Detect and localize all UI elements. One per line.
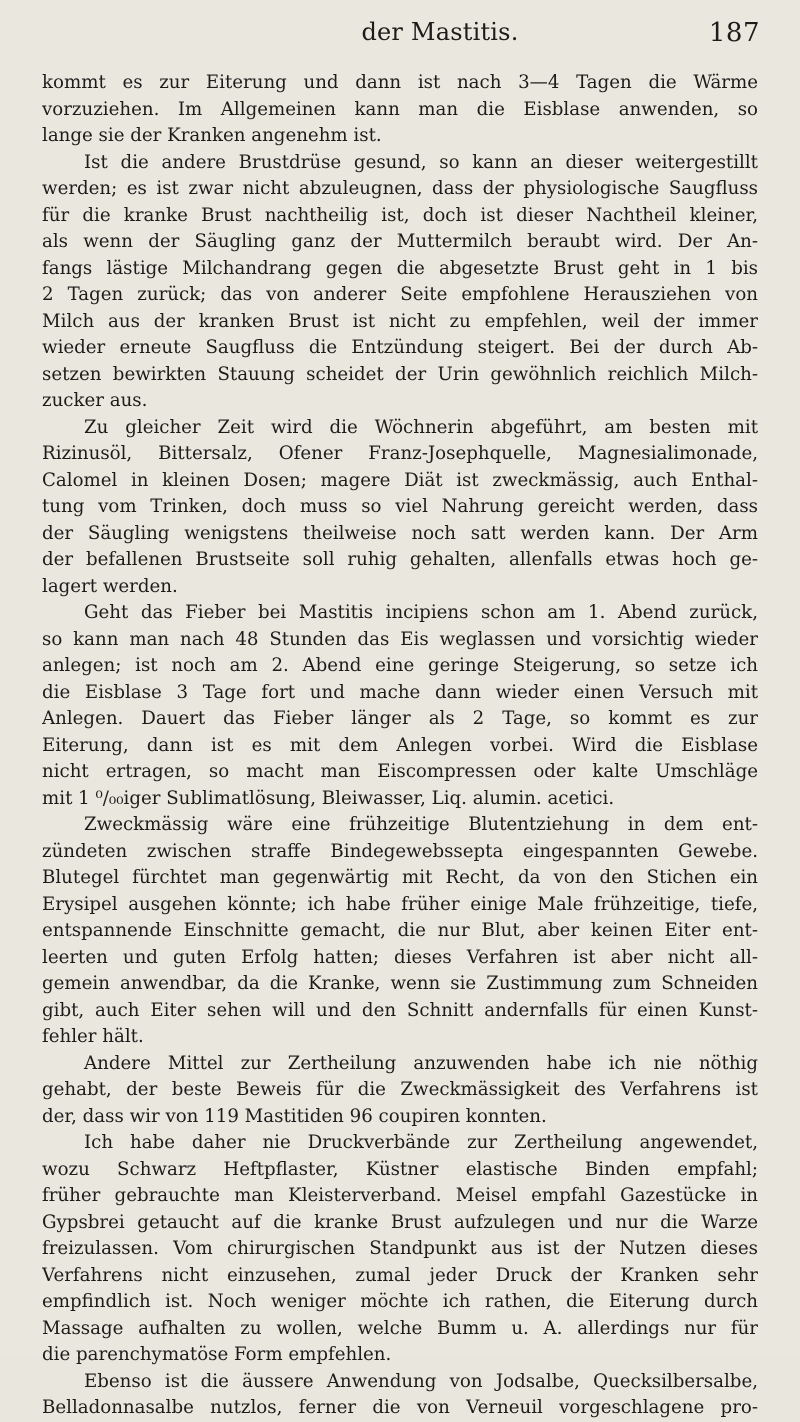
text-line: Zweckmässig wäre eine frühzeitige Blutentziehung in dem ent- [84,814,758,835]
text-line: gibt, auch Eiter sehen will und den Schnitt andernfalls für einen Kunst- [42,999,758,1021]
text-line: Blutegel fürchtet man gegenwärtig mit Recht, da von den Stichen ein [42,867,758,888]
text-line: leerten und guten Erfolg hatten; dieses Verfahren ist aber nicht all- [42,946,758,968]
text-line: nicht ertragen, so macht man Eiscompressen oder kalte Umschläge [42,761,758,782]
text-line: für die kranke Brust nachtheilig ist, doch ist dieser Nachtheil kleiner, [42,204,758,226]
text-line: gehabt, der beste Beweis für die Zweckmässigkeit des Verfahrens ist [42,1079,758,1100]
text-line: wieder erneute Saugfluss die Entzündung steigert. Bei der durch Ab- [42,337,758,358]
text-line: der Säugling wenigstens theilweise noch satt werden kann. Der Arm [42,522,758,544]
text-line: Ich habe daher nie Druckverbände zur Zertheilung angewendet, [84,1132,758,1153]
text-line: die Eisblase 3 Tage fort und mache dann wieder einen Versuch mit [42,681,758,703]
text-line: Ist die andere Brustdrüse gesund, so kann an dieser weitergestillt [84,151,758,173]
running-head: der Mastitis. [361,18,519,46]
text-line: entspannende Einschnitte gemacht, die nur Blut, aber keinen Eiter ent- [42,920,758,941]
text-line: Verfahrens nicht einzusehen, zumal jeder Druck der Kranken sehr [42,1264,758,1286]
body-text [42,70,758,1422]
text-line: Ebenso ist die äussere Anwendung von Jodsalbe, Quecksilbersalbe, [84,1370,758,1392]
text-line: Gypsbrei getaucht auf die kranke Brust aufzulegen und nur die Warze [42,1211,758,1233]
text-line: Anlegen. Dauert das Fieber länger als 2 Tage, so kommt es zur [42,708,758,729]
text-line: Eiterung, dann ist es mit dem Anlegen vorbei. Wird die Eisblase [42,734,758,756]
text-line: so kann man nach 48 Stunden das Eis weglassen und vorsichtig wieder [42,628,758,650]
text-line: der, dass wir von 119 Mastitiden 96 coupiren konnten. [42,1105,547,1127]
page-number: 187 [708,18,760,48]
text-line: empfindlich ist. Noch weniger möchte ich rathen, die Eiterung durch [42,1291,758,1312]
text-line: zündeten zwischen straffe Bindegewebssepta eingespannten Gewebe. [42,840,758,862]
text-line: 2 Tagen zurück; das von anderer Seite empfohlene Herausziehen von [42,284,758,305]
text-line: setzen bewirkten Stauung scheidet der Urin gewöhnlich reichlich Milch- [42,363,758,385]
text-line: anlegen; ist noch am 2. Abend eine geringe Steigerung, so setze ich [42,655,758,676]
text-line: Calomel in kleinen Dosen; magere Diät ist zweckmässig, auch Enthal- [42,469,758,491]
text-line: Belladonnasalbe nutzlos, ferner die von Verneuil vorgeschlagene pro- [42,1397,758,1418]
text-line: Milch aus der kranken Brust ist nicht zu empfehlen, weil der immer [42,310,758,332]
text-line: früher gebrauchte man Kleisterverband. Meisel empfahl Gazestücke in [42,1185,758,1206]
text-line: Andere Mittel zur Zertheilung anzuwenden habe ich nie nöthig [84,1052,758,1074]
text-line: Erysipel ausgehen könnte; ich habe früher einige Male frühzeitige, tiefe, [42,893,758,915]
text-line: freizulassen. Vom chirurgischen Standpunkt aus ist der Nutzen dieses [42,1238,758,1259]
text-line: vorzuziehen. Im Allgemeinen kann man die Eisblase anwenden, so [42,98,758,120]
text-line: gemein anwendbar, da die Kranke, wenn sie Zustimmung zum Schneiden [42,973,758,994]
text-line: mit 1 ⁰/₀₀iger Sublimatlösung, Bleiwasser, Liq. alumin. acetici. [42,787,615,809]
text-line: lange sie der Kranken angenehm ist. [42,125,382,146]
text-line: lagert werden. [42,575,178,597]
text-line: wozu Schwarz Heftpflaster, Küstner elastische Binden empfahl; [42,1158,758,1180]
text-line: fehler hält. [42,1026,144,1047]
text-line: werden; es ist zwar nicht abzuleugnen, dass der physiologische Saugfluss [42,178,758,199]
text-line: Massage aufhalten zu wollen, welche Bumm u. A. allerdings nur für [42,1317,758,1339]
text-line: der befallenen Brustseite soll ruhig gehalten, allenfalls etwas hoch ge- [42,549,758,570]
text-line: zucker aus. [42,390,148,411]
text-line: die parenchymatöse Form empfehlen. [42,1344,392,1365]
text-line: als wenn der Säugling ganz der Muttermilch beraubt wird. Der An- [42,231,758,252]
text-line: Rizinusöl, Bittersalz, Ofener Franz-Josephquelle, Magnesialimonade, [42,443,758,464]
page-header [120,18,760,52]
text-line: fangs lästige Milchandrang gegen die abgesetzte Brust geht in 1 bis [42,257,758,279]
text-line: Zu gleicher Zeit wird die Wöchnerin abgeführt, am besten mit [84,416,758,438]
text-line: Geht das Fieber bei Mastitis incipiens schon am 1. Abend zurück, [84,602,758,623]
text-line: kommt es zur Eiterung und dann ist nach 3—4 Tagen die Wärme [42,72,758,93]
text-line: tung vom Trinken, doch muss so viel Nahrung gereicht werden, dass [42,496,758,517]
